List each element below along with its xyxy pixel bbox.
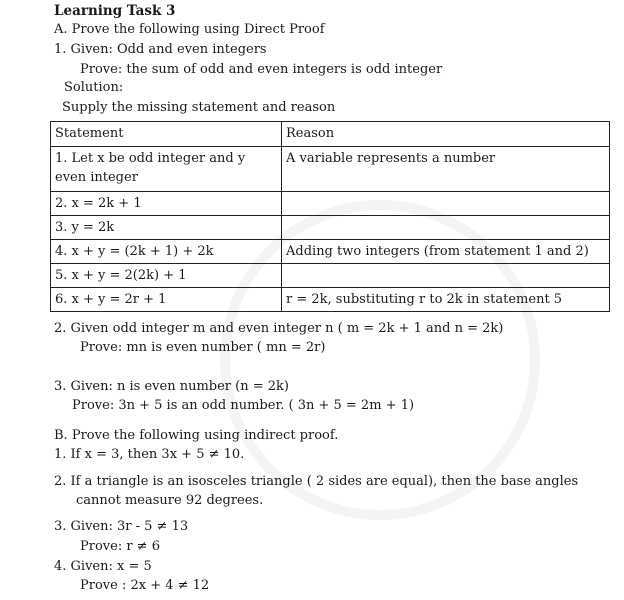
part-b-heading: B. Prove the following using indirect proof. [54, 428, 339, 443]
part-a-heading: A. Prove the following using Direct Proof [54, 22, 325, 37]
proof-table [50, 121, 610, 312]
problem-2-given: 2. Given odd integer m and even integer n ( m = 2k + 1 and n = 2k) [54, 321, 504, 336]
table-row [51, 192, 610, 216]
problem-2-prove: Prove: mn is even number ( mn = 2r) [80, 340, 326, 355]
statement-cell: 1. Let x be odd integer and y [55, 151, 246, 166]
table-header-row [51, 122, 610, 147]
page-title: Learning Task 3 [54, 3, 176, 19]
statement-cell: 5. x + y = 2(2k) + 1 [51, 264, 282, 288]
part-b-question-4-given: 4. Given: x = 5 [54, 559, 152, 574]
problem-1-given: 1. Given: Odd and even integers [54, 42, 267, 57]
statement-cell: 2. x = 2k + 1 [51, 192, 282, 216]
part-b-question-2-cont: cannot measure 92 degrees. [76, 493, 264, 508]
table-row [51, 216, 610, 240]
table-row [51, 240, 610, 264]
problem-3-given: 3. Given: n is even number (n = 2k) [54, 379, 289, 394]
reason-cell [282, 192, 610, 216]
statement-cell-cont: even integer [55, 170, 138, 185]
problem-1-prove: Prove: the sum of odd and even integers is odd integer [80, 62, 443, 77]
statement-cell: 3. y = 2k [51, 216, 282, 240]
part-b-question-1: 1. If x = 3, then 3x + 5 ≠ 10. [54, 447, 245, 462]
problem-3-prove: Prove: 3n + 5 is an odd number. ( 3n + 5 = 2m + 1) [72, 398, 415, 413]
reason-cell: Adding two integers (from statement 1 and 2) [282, 240, 610, 264]
header-reason: Reason [282, 122, 610, 147]
instruction-text: Supply the missing statement and reason [62, 100, 336, 115]
header-statement: Statement [51, 122, 282, 147]
statement-cell: 6. x + y = 2r + 1 [51, 288, 282, 312]
statement-cell: 4. x + y = (2k + 1) + 2k [51, 240, 282, 264]
part-b-question-2: 2. If a triangle is an isosceles triangle ( 2 sides are equal), then the base angles [54, 474, 579, 489]
solution-label: Solution: [64, 80, 124, 95]
reason-cell: A variable represents a number [282, 147, 610, 192]
reason-cell [282, 216, 610, 240]
reason-cell [282, 264, 610, 288]
table-row [51, 264, 610, 288]
table-row [51, 288, 610, 312]
part-b-question-4-prove: Prove : 2x + 4 ≠ 12 [80, 578, 210, 593]
table-row [51, 147, 610, 192]
reason-cell: r = 2k, substituting r to 2k in statement 5 [282, 288, 610, 312]
part-b-question-3-prove: Prove: r ≠ 6 [80, 539, 160, 554]
part-b-question-3-given: 3. Given: 3r - 5 ≠ 13 [54, 519, 189, 534]
